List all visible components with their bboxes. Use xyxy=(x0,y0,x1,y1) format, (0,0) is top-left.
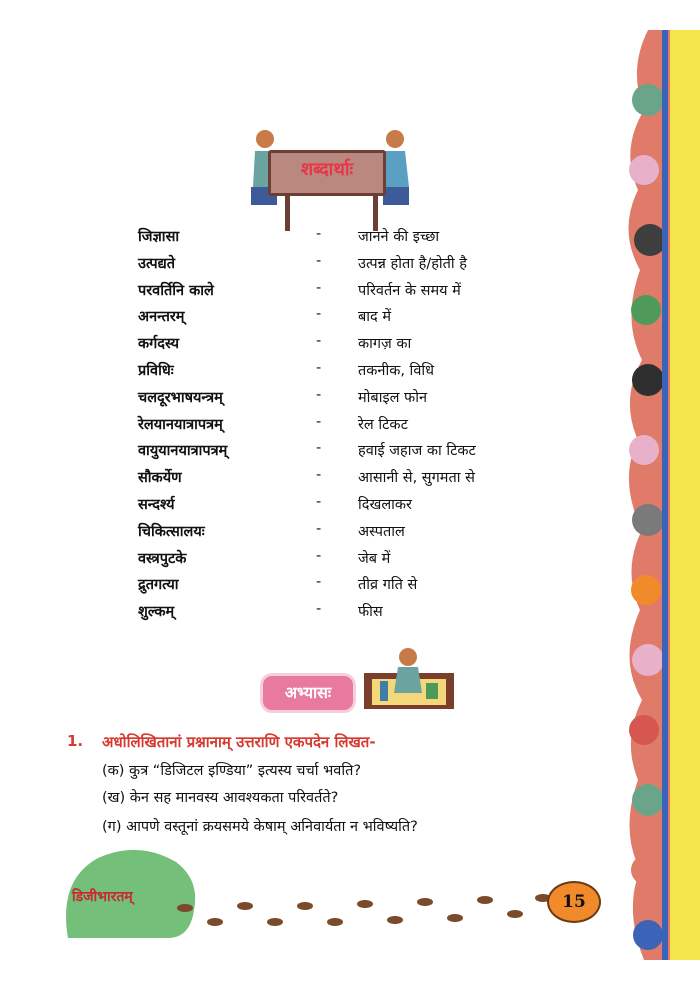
glossary-term: वस्त्रपुटके xyxy=(138,550,187,567)
glossary-row xyxy=(138,280,578,307)
glossary-row xyxy=(138,494,578,521)
glossary-dash: - xyxy=(316,547,322,564)
glossary-term: परवर्तिनि काले xyxy=(138,282,214,299)
border-yellow-stripe xyxy=(670,30,700,960)
glossary-term: शुल्कम् xyxy=(138,604,175,621)
exercise-heading: अभ्यासः xyxy=(284,683,332,702)
glossary-row xyxy=(138,601,578,628)
glossary-row xyxy=(138,548,578,575)
glossary-heading: शब्दार्थाः xyxy=(300,159,354,180)
glossary-row xyxy=(138,521,578,548)
glossary-meaning: जानने की इच्छा xyxy=(358,229,440,245)
question-item: (क) कुत्र “डिजिटल इण्डिया” इत्यस्य चर्चा भवति? xyxy=(102,763,362,779)
glossary-meaning: हवाई जहाज का टिकट xyxy=(358,443,476,460)
glossary-row xyxy=(138,360,578,387)
question-number: 1. xyxy=(67,732,84,750)
glossary-dash: - xyxy=(316,413,322,430)
glossary-meaning: बाद में xyxy=(358,309,392,326)
border-blue-stripe xyxy=(662,30,668,960)
glossary-dash: - xyxy=(316,306,322,323)
glossary-dash: - xyxy=(316,520,322,537)
glossary-dash: - xyxy=(316,386,322,403)
glossary-row xyxy=(138,414,578,441)
glossary-term: चिकित्सालयः xyxy=(138,523,205,540)
glossary-meaning: उत्पन्न होता है/होती है xyxy=(358,255,467,272)
glossary-term: प्रविधिः xyxy=(138,362,174,379)
glossary-row xyxy=(138,226,578,253)
glossary-meaning: जेब में xyxy=(358,550,391,567)
glossary-meaning: अस्पताल xyxy=(358,523,405,540)
glossary-term: चलदूरभाषयन्त्रम् xyxy=(138,389,223,406)
glossary-row xyxy=(138,467,578,494)
glossary-meaning: दिखलाकर xyxy=(358,496,412,513)
glossary-meaning: तकनीक, विधि xyxy=(358,362,435,379)
chapter-name: डिजीभारतम् xyxy=(72,889,133,905)
glossary-meaning: रेल टिकट xyxy=(358,416,408,433)
glossary-meaning: फीस xyxy=(358,604,383,621)
footprints-trail-art xyxy=(175,888,555,938)
glossary-table xyxy=(138,226,578,628)
glossary-row xyxy=(138,306,578,333)
glossary-dash: - xyxy=(316,493,322,510)
glossary-dash: - xyxy=(316,333,322,350)
glossary-meaning: आसानी से, सुगमता से xyxy=(358,470,475,487)
glossary-row xyxy=(138,387,578,414)
question-item: (ग) आपणे वस्तूनां क्रयसमये केषाम् अनिवार्यता न भविष्यति? xyxy=(102,819,418,835)
glossary-dash: - xyxy=(316,359,322,376)
glossary-dash: - xyxy=(316,279,322,296)
child-at-window-illustration xyxy=(362,645,457,710)
glossary-dash: - xyxy=(316,574,322,591)
question-item: (ख) केन सह मानवस्य आवश्यकता परिवर्तते? xyxy=(102,790,339,806)
glossary-meaning: मोबाइल फोन xyxy=(358,389,428,406)
glossary-dash: - xyxy=(316,226,322,242)
glossary-dash: - xyxy=(316,601,322,618)
glossary-term: वायुयानयात्रापत्रम् xyxy=(138,443,228,460)
glossary-term: रेलयानयात्रापत्रम् xyxy=(138,416,223,433)
glossary-row xyxy=(138,333,578,360)
glossary-term: सन्दर्श्य xyxy=(138,496,175,513)
glossary-dash: - xyxy=(316,467,322,484)
glossary-term: उत्पद्यते xyxy=(138,255,176,272)
glossary-row xyxy=(138,440,578,467)
glossary-meaning: तीव्र गति से xyxy=(358,577,418,594)
glossary-meaning: परिवर्तन के समय में xyxy=(358,282,461,299)
glossary-dash: - xyxy=(316,252,322,269)
glossary-term: कर्गदस्य xyxy=(138,336,180,353)
page-number: 15 xyxy=(562,892,586,912)
glossary-term: द्रुतगत्या xyxy=(138,577,179,594)
glossary-dash: - xyxy=(316,440,322,457)
glossary-row xyxy=(138,574,578,601)
glossary-meaning: कागज़ का xyxy=(358,336,412,353)
glossary-term: जिज्ञासा xyxy=(138,229,180,245)
glossary-term: सौकर्येण xyxy=(138,470,182,487)
glossary-term: अनन्तरम् xyxy=(138,309,185,326)
glossary-row xyxy=(138,253,578,280)
question-title: अधोलिखितानां प्रश्नानाम् उत्तराणि एकपदेन लिखत- xyxy=(102,733,376,751)
